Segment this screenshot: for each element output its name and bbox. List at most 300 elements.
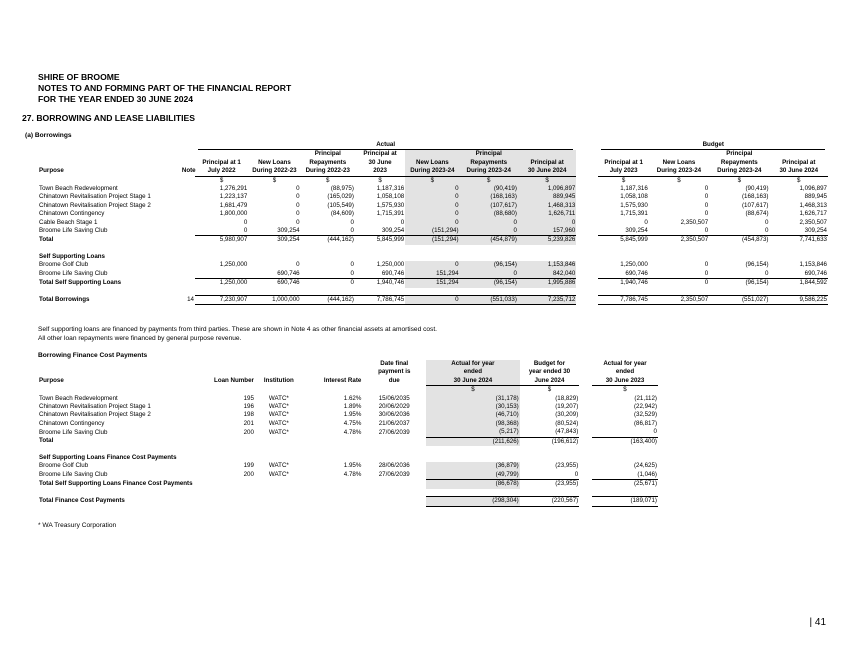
group-budget — [598, 141, 828, 150]
col-note — [181, 150, 195, 158]
value-cell: (31,178) — [426, 395, 520, 403]
subheading-row — [38, 253, 828, 261]
value-cell: 5,845,999 — [376, 236, 405, 244]
value-cell: (551,033) — [460, 296, 518, 305]
value-cell: 0 — [709, 270, 769, 279]
value-cell: (196,612) — [551, 437, 579, 445]
table-cell — [576, 279, 598, 288]
table-cell — [255, 386, 303, 395]
value-cell: 309,254 — [248, 227, 300, 236]
value-cell: (107,617) — [742, 201, 769, 209]
column-header — [255, 360, 303, 368]
value-cell: (25,671) — [633, 480, 657, 488]
group-header-row — [38, 141, 828, 150]
value-cell: 690,746 — [598, 270, 648, 279]
value-cell: (107,617) — [460, 202, 518, 210]
value-cell: 0 — [405, 193, 459, 201]
row-rate: 1.95% — [343, 462, 362, 470]
total-row — [38, 279, 828, 288]
value-cell: 7,786,745 — [598, 296, 648, 305]
row-rate: 4.75% — [343, 419, 362, 427]
value-cell: 1,626,711 — [518, 210, 576, 218]
column-header-row — [38, 150, 828, 158]
value-cell: 0 — [518, 219, 576, 227]
value-cell: (23,955) — [555, 462, 579, 470]
row-note — [181, 193, 195, 201]
value-cell: (24,625) — [633, 462, 657, 470]
column-header: During 2023-24 — [405, 167, 459, 176]
borrowings-title: (a) Borrowings — [25, 132, 72, 139]
column-header: Repayments — [460, 159, 518, 167]
value-cell: 0 — [296, 193, 300, 201]
value-cell: 0 — [350, 279, 354, 287]
row-inst: WATC* — [268, 419, 289, 427]
value-cell: (32,529) — [633, 411, 657, 419]
value-cell: 1,800,000 — [219, 210, 248, 218]
value-cell: 690,746 — [355, 270, 405, 279]
value-cell: (5,217) — [426, 428, 520, 437]
value-cell: (444,162) — [327, 236, 354, 244]
value-cell: (49,799) — [426, 471, 520, 480]
column-header: During 2022-23 — [248, 167, 300, 176]
table-cell — [38, 386, 198, 395]
row-inst — [255, 437, 303, 446]
value-cell: (551,027) — [709, 296, 769, 305]
table-row — [38, 202, 828, 210]
row-date: 27/06/2039 — [378, 471, 410, 479]
column-header — [649, 150, 709, 158]
row-label: Broome Golf Club — [39, 261, 89, 269]
value-cell: 1,575,930 — [376, 201, 405, 209]
table-cell — [579, 480, 592, 489]
value-cell: 0 — [709, 227, 769, 236]
grand-total-row — [38, 497, 658, 506]
footnote: * WA Treasury Corporation — [38, 522, 117, 529]
value-cell: 9,586,225 — [770, 296, 829, 305]
column-header: Principal at 1 — [604, 158, 643, 166]
table-cell — [576, 236, 598, 245]
row-rate — [303, 497, 363, 506]
value-cell: (151,294) — [405, 227, 459, 236]
table-cell — [579, 471, 592, 480]
column-header — [198, 368, 255, 376]
value-cell: 5,980,907 — [219, 236, 248, 244]
value-cell: (90,419) — [460, 185, 518, 193]
column-header: Repayments — [720, 158, 758, 166]
table-cell — [579, 360, 592, 368]
table-row — [38, 428, 658, 437]
row-label: Broome Life Saving Club — [39, 227, 108, 235]
value-cell: (98,368) — [426, 420, 520, 428]
row-date: 21/06/2037 — [378, 419, 410, 427]
value-cell: (168,163) — [460, 193, 518, 201]
total-row — [38, 480, 658, 489]
value-cell: 1,250,000 — [620, 261, 648, 269]
units-row — [38, 386, 658, 395]
column-header: Loan Number — [214, 377, 254, 385]
value-cell: 0 — [195, 227, 248, 236]
column-header: During 2023-24 — [709, 167, 769, 176]
column-header — [38, 368, 198, 376]
row-loan — [198, 437, 255, 446]
row-note — [181, 270, 195, 279]
table-cell — [576, 159, 598, 167]
value-cell: 1,626,717 — [799, 210, 827, 218]
value-cell: (1,046) — [592, 471, 658, 480]
value-cell: 1,940,746 — [620, 279, 648, 287]
column-header: 30 June — [368, 158, 392, 166]
row-label: Chinatown Revitalisation Project Stage 1 — [39, 193, 151, 201]
row-rate — [303, 480, 363, 489]
self-supporting-heading: Self Supporting Loans Finance Cost Payments — [39, 454, 177, 462]
column-header — [303, 360, 363, 368]
report-subtitle: NOTES TO AND FORMING PART OF THE FINANCIAL REPORT — [38, 83, 292, 93]
value-cell: (19,207) — [555, 403, 579, 411]
row-loan: 195 — [243, 394, 254, 402]
table-row — [38, 227, 828, 236]
value-cell: (18,829) — [555, 394, 579, 402]
value-cell: 7,230,907 — [195, 296, 248, 305]
value-cell: 0 — [301, 270, 355, 279]
row-label: Cable Beach Stage 1 — [39, 218, 98, 226]
value-cell: (23,955) — [555, 480, 579, 488]
column-header: Principal — [314, 150, 341, 158]
column-header: ended — [426, 368, 520, 376]
row-loan: 200 — [243, 428, 254, 436]
value-cell: 0 — [405, 202, 459, 210]
value-cell: (96,154) — [460, 261, 518, 269]
value-cell: (96,154) — [745, 279, 769, 287]
col-note: Note — [181, 167, 196, 175]
value-cell: 1,096,897 — [518, 185, 576, 193]
value-cell: (168,163) — [742, 193, 769, 201]
value-cell: 0 — [405, 261, 459, 269]
value-cell: 0 — [704, 261, 709, 269]
value-cell: 0 — [243, 218, 248, 226]
column-header — [770, 150, 829, 158]
row-date: 28/06/2036 — [378, 462, 410, 470]
table-cell — [38, 288, 828, 296]
row-inst: WATC* — [268, 394, 289, 402]
value-cell: 1,000,000 — [248, 296, 300, 305]
row-date — [362, 497, 426, 506]
value-cell: (163,400) — [630, 437, 657, 445]
column-header — [38, 360, 198, 368]
row-inst: WATC* — [268, 403, 289, 411]
value-cell: (30,153) — [426, 403, 520, 411]
column-header: June 2024 — [520, 377, 580, 386]
table-cell — [38, 489, 658, 497]
value-cell: (165,029) — [327, 193, 354, 201]
value-cell: 0 — [400, 218, 405, 226]
table-cell — [576, 185, 598, 193]
value-cell: 0 — [350, 261, 354, 269]
column-header-row — [38, 377, 658, 386]
table-cell — [579, 420, 592, 428]
finance-cost-title: Borrowing Finance Cost Payments — [38, 352, 148, 359]
column-header: Repayments — [309, 158, 347, 166]
column-header-row — [38, 360, 658, 368]
value-cell: 0 — [301, 227, 355, 236]
value-cell: 0 — [460, 227, 518, 236]
row-inst: WATC* — [268, 411, 289, 419]
table-cell — [579, 377, 592, 386]
value-cell: 1,715,391 — [376, 210, 405, 218]
value-cell: 0 — [460, 219, 518, 227]
table-cell — [579, 428, 592, 437]
row-label: Broome Life Saving Club — [39, 428, 108, 436]
column-header: During 2022-23 — [301, 167, 355, 176]
value-cell: 1,940,746 — [376, 279, 405, 287]
row-note: 14 — [187, 296, 194, 303]
table-cell — [579, 437, 592, 446]
value-cell: (96,154) — [745, 261, 769, 269]
value-cell: 7,741,633 — [799, 236, 827, 244]
column-header: 2023 — [355, 167, 405, 176]
column-header: 30 June 2023 — [592, 377, 658, 386]
row-label: Total Finance Cost Payments — [39, 497, 125, 505]
value-cell: 1,153,846 — [799, 261, 827, 269]
unit-cell: $ — [737, 176, 742, 184]
table-cell — [576, 261, 598, 269]
table-cell — [303, 386, 363, 395]
value-cell: (90,419) — [745, 185, 769, 193]
value-cell: (151,294) — [405, 236, 459, 245]
total-row — [38, 437, 658, 446]
table-cell — [579, 395, 592, 403]
col-note — [181, 159, 195, 167]
value-cell: 0 — [704, 185, 709, 193]
value-cell: 889,945 — [804, 193, 827, 201]
column-header: payment is — [378, 368, 411, 376]
value-cell: 1,276,291 — [219, 185, 248, 193]
value-cell: 1,153,846 — [518, 261, 576, 269]
row-date — [362, 480, 426, 489]
column-header — [195, 150, 248, 158]
unit-cell: $ — [378, 176, 382, 184]
table-row — [38, 395, 658, 403]
row-rate: 4.78% — [343, 471, 362, 479]
column-header: Actual for year — [603, 360, 647, 367]
row-rate: 4.78% — [343, 428, 362, 436]
value-cell: 7,235,712 — [518, 296, 576, 305]
row-rate: 1.62% — [343, 394, 362, 402]
table-cell — [576, 270, 598, 279]
value-cell: 1,187,316 — [620, 185, 648, 193]
row-label: Total — [39, 437, 54, 445]
row-note — [181, 279, 195, 288]
column-header-row — [38, 167, 828, 176]
value-cell: 309,254 — [277, 236, 300, 244]
column-header: Principal at — [363, 150, 397, 158]
group-actual-label: Actual — [198, 141, 573, 150]
row-note — [181, 185, 195, 193]
col-purpose — [38, 150, 181, 158]
value-cell: 2,350,507 — [680, 236, 709, 244]
row-note — [181, 261, 195, 269]
row-date — [362, 437, 426, 446]
value-cell: 0 — [405, 210, 459, 218]
row-loan: 199 — [243, 462, 254, 470]
column-header: Date final — [380, 360, 409, 367]
column-header: During 2023-24 — [460, 167, 518, 176]
table-cell — [579, 462, 592, 470]
value-cell: 1,575,930 — [620, 201, 648, 209]
value-cell: 0 — [765, 218, 769, 226]
page-number: | 41 — [809, 617, 826, 628]
column-header: July 2023 — [598, 167, 648, 176]
value-cell: 0 — [704, 193, 709, 201]
value-cell: 7,786,745 — [355, 296, 405, 305]
value-cell: 842,040 — [518, 270, 576, 279]
value-cell: 1,223,137 — [219, 193, 248, 201]
column-header: Purpose — [39, 377, 64, 385]
value-cell: 1,250,000 — [376, 261, 405, 269]
value-cell: 1,058,108 — [620, 193, 648, 201]
row-label: Chinatown Revitalisation Project Stage 1 — [39, 403, 151, 411]
unit-cell: $ — [797, 176, 801, 184]
table-cell — [576, 150, 598, 158]
value-cell: 0 — [460, 270, 518, 279]
value-cell: 1,995,886 — [518, 279, 576, 288]
value-cell — [195, 270, 248, 279]
value-cell: 0 — [350, 218, 354, 226]
table-row — [38, 270, 828, 279]
value-cell: 0 — [520, 471, 580, 480]
value-cell: 889,945 — [518, 193, 576, 201]
borrowings-table — [38, 141, 828, 305]
value-cell: 309,254 — [770, 227, 829, 236]
value-cell: (88,975) — [330, 185, 354, 193]
value-cell: (88,674) — [745, 210, 769, 218]
column-header: Principal at 1 — [202, 158, 241, 166]
grand-total-row — [38, 296, 828, 305]
value-cell: (298,304) — [426, 497, 520, 506]
value-cell: (36,879) — [426, 462, 520, 470]
row-label: Chinatown Revitalisation Project Stage 2 — [39, 201, 151, 209]
value-cell: 1,468,313 — [799, 201, 827, 209]
row-label: Total Self Supporting Loans Finance Cost Payments — [39, 480, 193, 488]
column-header: 30 June 2024 — [518, 167, 576, 176]
unit-cell: $ — [426, 386, 520, 395]
table-cell — [576, 141, 598, 150]
column-header: 30 June 2024 — [426, 377, 520, 386]
unit-cell: $ — [547, 386, 552, 394]
value-cell: (454,873) — [742, 236, 769, 244]
table-row — [38, 210, 828, 218]
value-cell: 0 — [704, 279, 709, 287]
row-label: Total Self Supporting Loans — [39, 278, 122, 286]
value-cell: 0 — [649, 270, 709, 279]
value-cell: 1,468,313 — [518, 202, 576, 210]
group-actual — [195, 141, 576, 150]
value-cell: 151,294 — [405, 279, 459, 288]
row-label: Chinatown Contingency — [39, 210, 105, 218]
unit-cell: $ — [219, 176, 224, 184]
table-row — [38, 261, 828, 269]
table-cell — [38, 245, 828, 253]
column-header: Principal — [460, 150, 518, 158]
note-general-revenue: All other loan repayments were financed by general purpose revenue. — [38, 335, 242, 342]
table-row — [38, 471, 658, 480]
column-header — [248, 150, 300, 158]
spacer-row — [38, 288, 828, 296]
value-cell: 151,294 — [405, 270, 459, 279]
column-header: New Loans — [405, 159, 459, 167]
row-inst — [255, 480, 303, 489]
row-loan — [198, 497, 255, 506]
row-inst: WATC* — [268, 462, 289, 470]
row-inst: WATC* — [268, 471, 289, 479]
column-header: 30 June 2024 — [770, 167, 829, 176]
unit-cell: $ — [405, 176, 459, 185]
finance-cost-table — [38, 360, 658, 507]
row-label: Chinatown Revitalisation Project Stage 2 — [39, 411, 151, 419]
value-cell: 0 — [405, 296, 459, 305]
col-purpose: Purpose — [39, 167, 64, 175]
value-cell: 1,187,316 — [376, 185, 405, 193]
row-note — [181, 236, 195, 245]
value-cell: 5,239,826 — [518, 236, 576, 245]
table-row — [38, 411, 658, 419]
row-loan: 196 — [243, 403, 254, 411]
column-header — [303, 368, 363, 376]
column-header — [518, 150, 576, 158]
value-cell: (454,879) — [460, 236, 518, 245]
row-rate: 1.95% — [343, 411, 362, 419]
value-cell: (30,209) — [555, 411, 579, 419]
table-cell — [38, 446, 658, 454]
value-cell: 0 — [704, 210, 709, 218]
table-cell — [579, 386, 592, 395]
value-cell: (47,843) — [520, 428, 580, 437]
value-cell: 1,250,000 — [219, 261, 248, 269]
column-header: Budget for — [533, 360, 566, 367]
table-cell — [576, 193, 598, 201]
value-cell: (211,626) — [426, 437, 520, 446]
value-cell: 1,844,592 — [799, 279, 827, 287]
row-label: Broome Life Saving Club — [39, 269, 108, 277]
row-note — [181, 227, 195, 236]
value-cell: 690,746 — [277, 279, 300, 287]
column-header: year ended 30 — [528, 368, 571, 376]
value-cell: 0 — [405, 219, 459, 227]
row-label: Town Beach Redevelopment — [39, 394, 118, 402]
report-org: SHIRE OF BROOME — [38, 72, 120, 82]
column-header: due — [388, 377, 400, 385]
row-date: 30/06/2036 — [378, 411, 410, 419]
value-cell: 1,250,000 — [219, 279, 248, 287]
value-cell: 1,715,391 — [620, 210, 648, 218]
unit-cell: $ — [326, 176, 330, 184]
table-cell — [576, 210, 598, 218]
row-inst: WATC* — [268, 428, 289, 436]
column-header-row — [38, 368, 658, 376]
row-date: 15/06/2035 — [378, 394, 410, 402]
row-rate: 1.89% — [343, 403, 362, 411]
report-period: FOR THE YEAR ENDED 30 JUNE 2024 — [38, 94, 194, 104]
section-title: 27. BORROWING AND LEASE LIABILITIES — [22, 113, 195, 123]
value-cell: 0 — [649, 227, 709, 236]
note-self-supporting: Self supporting loans are financed by payments from third parties. These are shown in Note 4 as other financial assets at amortised cost. — [38, 326, 438, 333]
unit-cell: $ — [518, 176, 576, 185]
table-cell — [38, 176, 181, 185]
row-label: Total Borrowings — [39, 296, 90, 303]
value-cell: 2,350,507 — [680, 218, 709, 226]
table-cell — [576, 167, 598, 176]
table-row — [38, 193, 828, 201]
self-supporting-heading: Self Supporting Loans — [39, 252, 105, 260]
